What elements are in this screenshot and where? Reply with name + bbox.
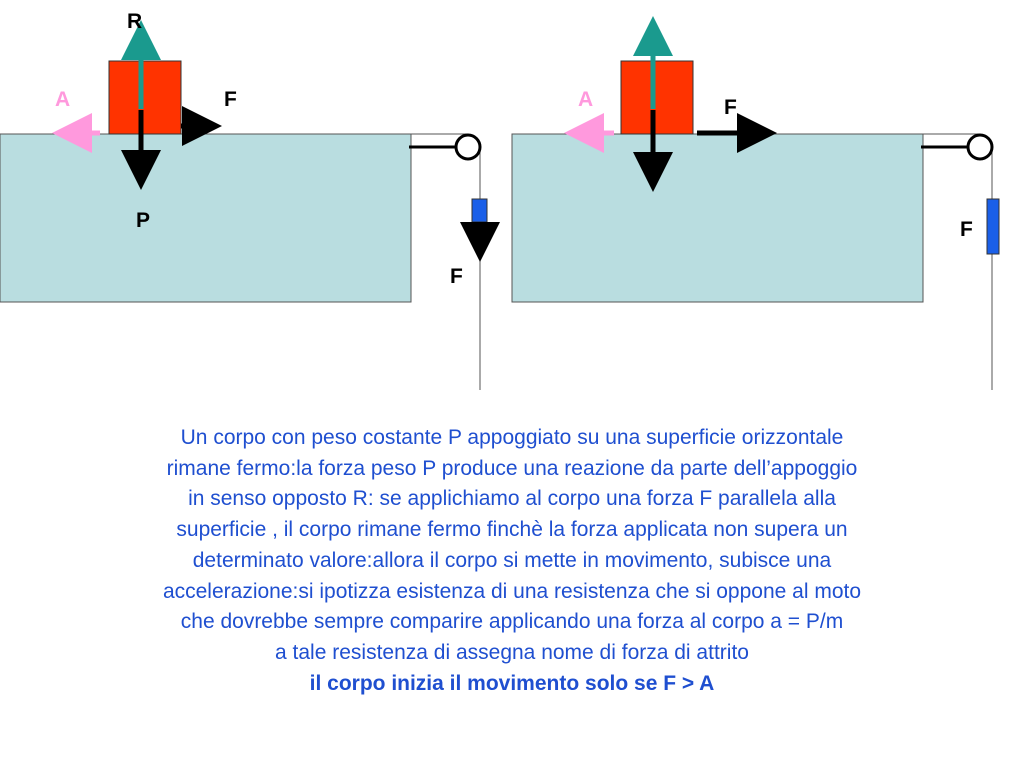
label-force-right: F bbox=[724, 96, 737, 119]
block-left bbox=[109, 61, 181, 134]
label-friction-right: A bbox=[578, 88, 594, 111]
pulley-left bbox=[456, 135, 480, 159]
text-line: Un corpo con peso costante P appoggiato su una superficie orizzontale bbox=[180, 426, 844, 449]
text-line: a tale resistenza di assegna nome di forza di attrito bbox=[275, 640, 749, 664]
left-diagram bbox=[0, 10, 487, 390]
label-hanging-force-left: F bbox=[450, 265, 463, 288]
explanation-text bbox=[60, 423, 964, 699]
label-hanging-force-right: F bbox=[960, 218, 973, 241]
text-line: determinato valore:allora il corpo si mette in movimento, subisce una bbox=[192, 548, 832, 572]
conclusion-text: il corpo inizia il movimento solo se F > A bbox=[309, 671, 715, 695]
text-line: accelerazione:si ipotizza esistenza di una resistenza che si oppone al moto bbox=[162, 579, 862, 603]
label-friction-left: A bbox=[55, 88, 71, 111]
right-diagram bbox=[512, 26, 999, 390]
label-force-left: F bbox=[224, 88, 237, 111]
hanging-weight-right bbox=[987, 199, 999, 254]
text-line: che dovrebbe sempre comparire applicando una forza al corpo a = P/m bbox=[180, 610, 844, 634]
hanging-weight-left bbox=[472, 199, 487, 222]
block-right bbox=[621, 61, 693, 134]
label-weight-left: P bbox=[136, 209, 151, 232]
label-reaction-left: R bbox=[127, 10, 143, 33]
text-line: in senso opposto R: se applichiamo al corpo una forza F parallela alla bbox=[188, 487, 836, 511]
text-line: superficie , il corpo rimane fermo finchè la forza applicata non supera un bbox=[176, 518, 848, 542]
text-line: rimane fermo:la forza peso P produce una reazione da parte dell’appoggio bbox=[166, 456, 858, 480]
table-surface-left bbox=[0, 134, 411, 302]
pulley-right bbox=[968, 135, 992, 159]
table-surface-right bbox=[512, 134, 923, 302]
